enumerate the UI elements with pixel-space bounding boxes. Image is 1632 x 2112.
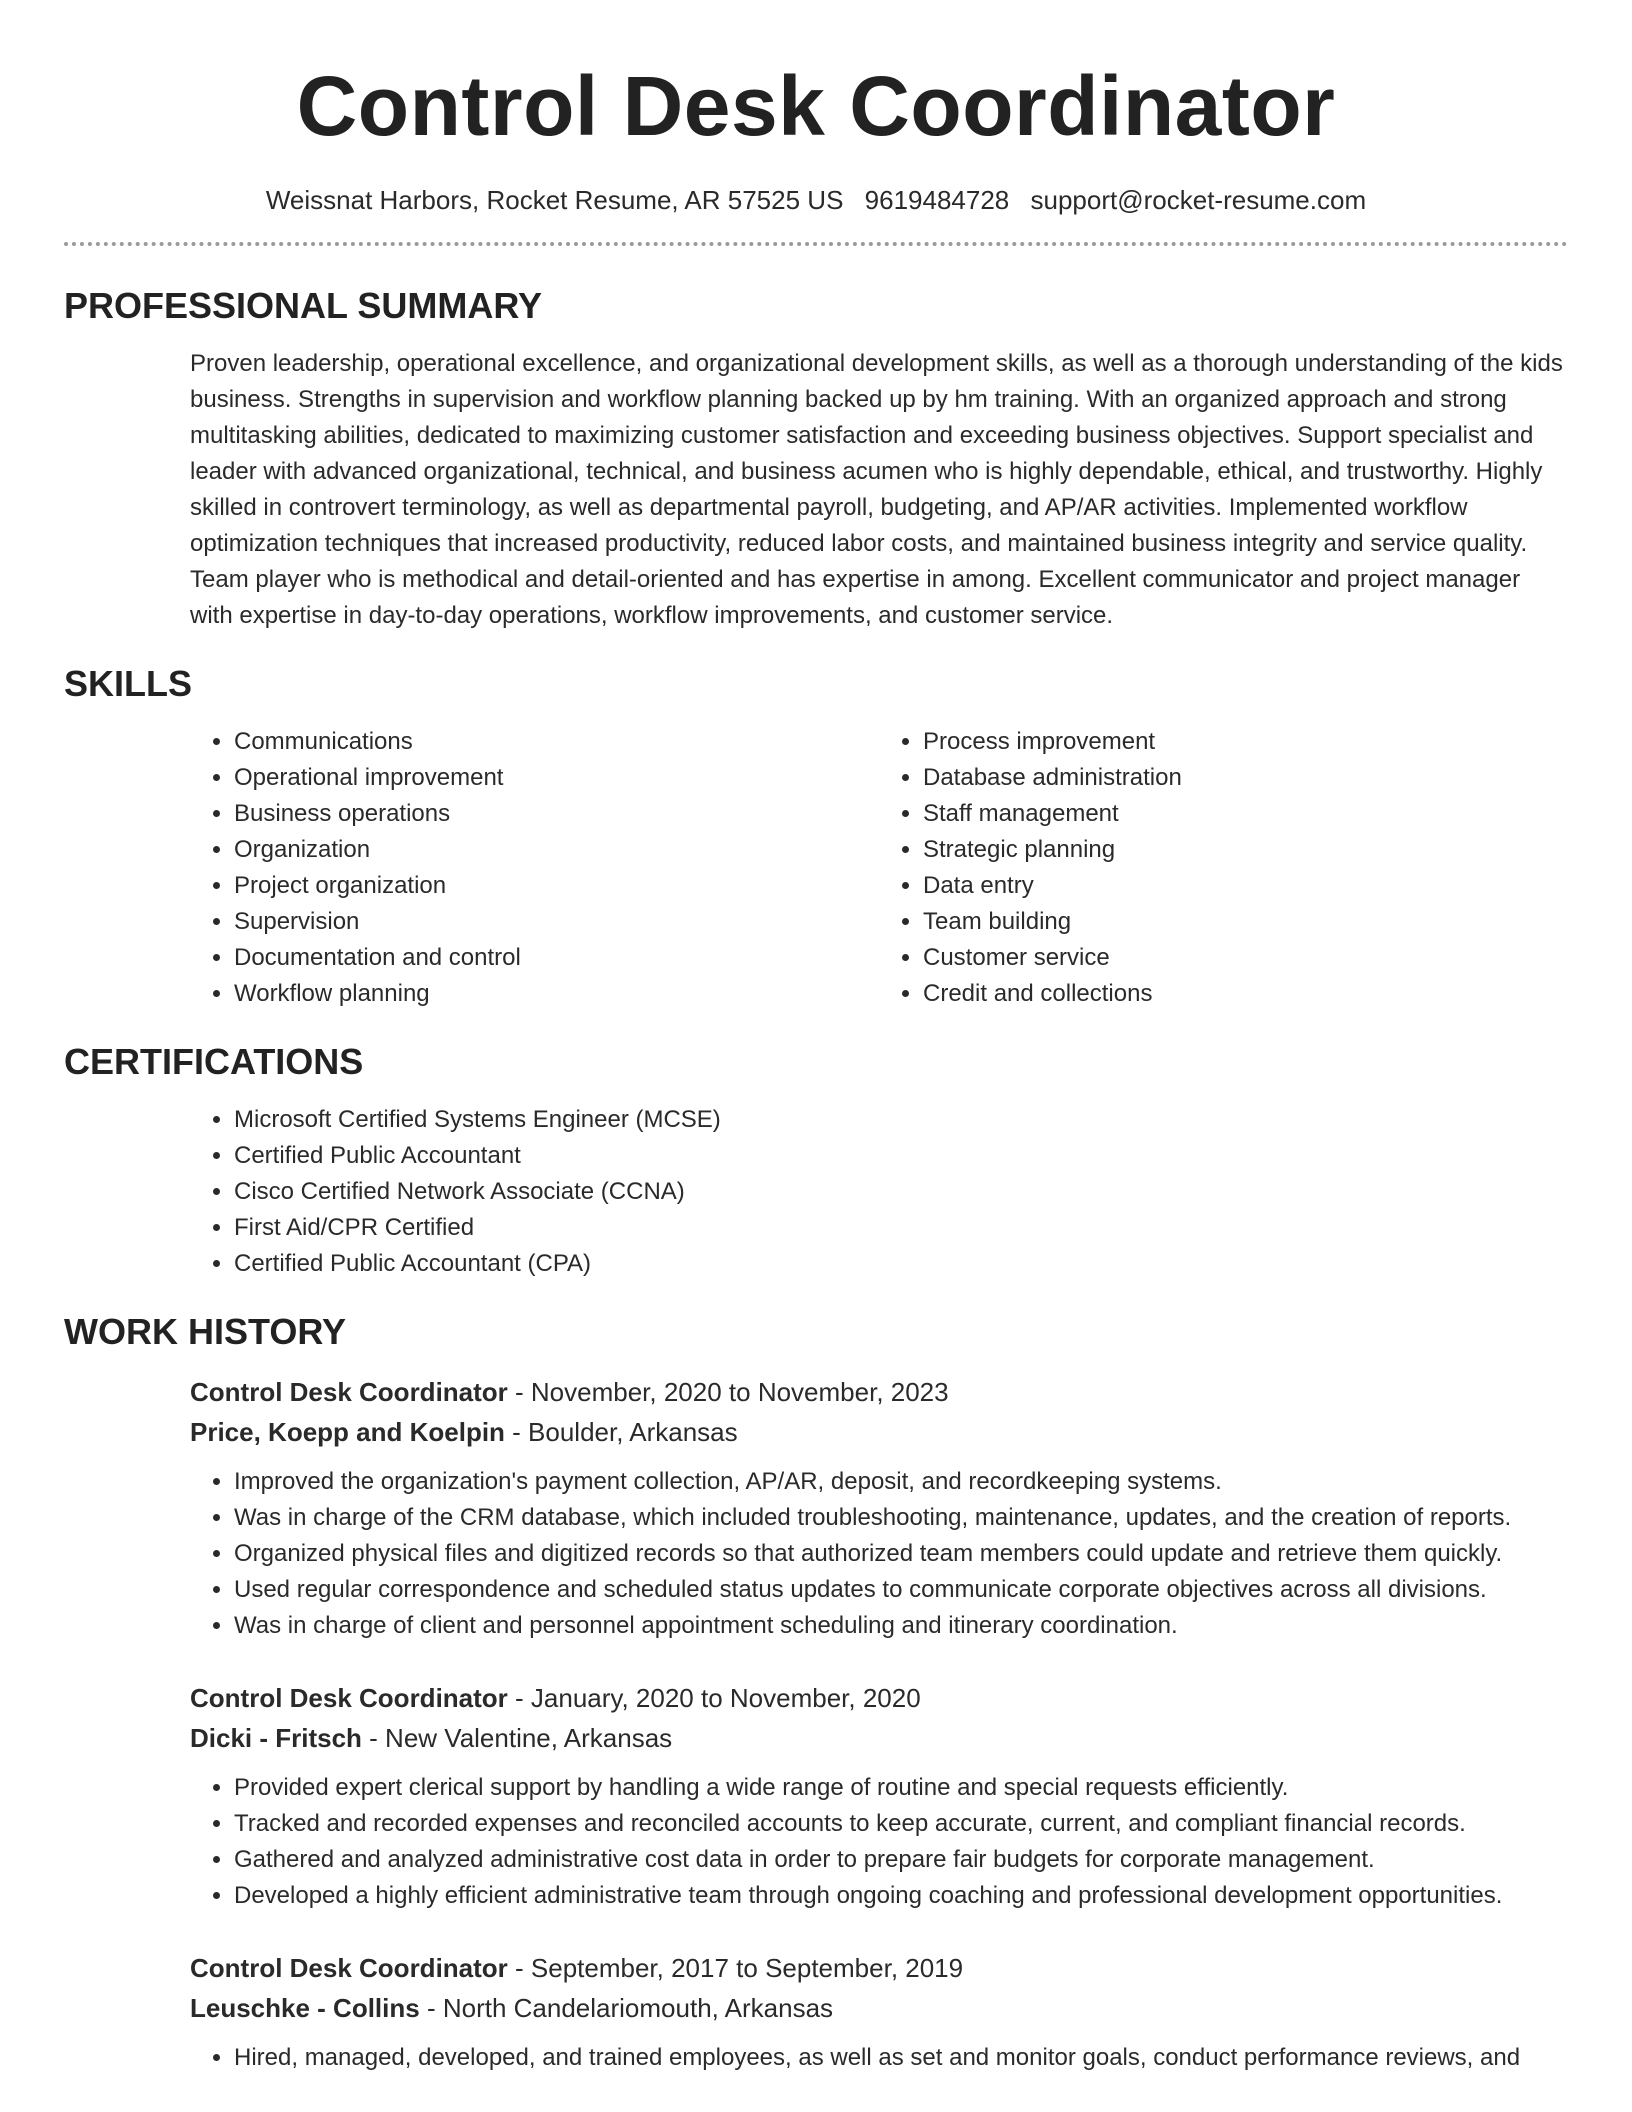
list-item: • Database administration	[923, 760, 1568, 796]
job-title-line	[190, 1372, 1568, 1412]
list-item: • Tracked and recorded expenses and reconciled accounts to keep accurate, current, and compliant financial records.	[234, 1806, 1568, 1842]
job-title-line	[190, 1678, 1568, 1718]
summary-section	[64, 284, 1568, 634]
list-item: • Was in charge of the CRM database, which included troubleshooting, maintenance, updates, and the creation of reports.	[234, 1500, 1568, 1536]
skills-list-right	[879, 724, 1568, 1012]
list-item: • Certified Public Accountant	[234, 1138, 1568, 1174]
list-item: • Team building	[923, 904, 1568, 940]
job-duties	[190, 2040, 1568, 2076]
job-role: Control Desk Coordinator	[190, 1953, 508, 1983]
summary-text: Proven leadership, operational excellence, and organizational development skills, as well as a thorough understanding of the kids business. Strengths in supervision and workflow planning backed up by hm training. With an organized approach and strong multitasking abilities, dedicated to maximizing customer satisfaction and exceeding business objectives. Support specialist and leader with advanced organizational, technical, and business acumen who is highly dependable, ethical, and trustworthy. Highly skilled in controvert terminology, as well as departmental payroll, budgeting, and AP/AR activities. Implemented workflow optimization techniques that increased productivity, reduced labor costs, and maintained business integrity and service quality. Team player who is methodical and detail-oriented and has expertise in among. Excellent communicator and project manager with expertise in day-to-day operations, workflow improvements, and customer service.	[190, 350, 1563, 629]
contact-line	[64, 182, 1568, 218]
list-item: • Improved the organization's payment collection, AP/AR, deposit, and recordkeeping systems.	[234, 1464, 1568, 1500]
list-item: • Data entry	[923, 868, 1568, 904]
work-history-body	[190, 1372, 1568, 2076]
job-location: - Boulder, Arkansas	[504, 1417, 738, 1447]
list-item: • Staff management	[923, 796, 1568, 832]
job-duties	[190, 1464, 1568, 1644]
list-item: • Operational improvement	[234, 760, 879, 796]
list-item: • Documentation and control	[234, 940, 879, 976]
resume-header	[64, 0, 1568, 246]
list-item: • Developed a highly efficient administrative team through ongoing coaching and professional development opportunities.	[234, 1878, 1568, 1914]
list-item: • First Aid/CPR Certified	[234, 1210, 1568, 1246]
list-item: • Gathered and analyzed administrative cost data in order to prepare fair budgets for corporate management.	[234, 1842, 1568, 1878]
list-item: • Was in charge of client and personnel appointment scheduling and itinerary coordination.	[234, 1608, 1568, 1644]
contact-email: support@rocket-resume.com	[1030, 185, 1367, 215]
list-item: • Organization	[234, 832, 879, 868]
list-item: • Supervision	[234, 904, 879, 940]
job-entry	[190, 1948, 1568, 2076]
summary-title: PROFESSIONAL SUMMARY	[64, 285, 543, 326]
job-dates: - January, 2020 to November, 2020	[507, 1683, 921, 1713]
list-item: • Microsoft Certified Systems Engineer (MCSE)	[234, 1102, 1568, 1138]
work-history-title: WORK HISTORY	[64, 1311, 347, 1352]
list-item: • Certified Public Accountant (CPA)	[234, 1246, 1568, 1282]
contact-phone: 9619484728	[864, 185, 1010, 215]
job-company-line	[190, 1718, 1568, 1758]
certifications-title: CERTIFICATIONS	[64, 1041, 364, 1082]
list-item: • Customer service	[923, 940, 1568, 976]
list-item: • Process improvement	[923, 724, 1568, 760]
list-item: • Communications	[234, 724, 879, 760]
header-divider	[64, 242, 1568, 246]
list-item: • Project organization	[234, 868, 879, 904]
list-item: • Used regular correspondence and scheduled status updates to communicate corporate objectives across all divisions.	[234, 1572, 1568, 1608]
list-item: • Credit and collections	[923, 976, 1568, 1012]
job-duties	[190, 1770, 1568, 1914]
certifications-body	[190, 1102, 1568, 1282]
job-entry	[190, 1678, 1568, 1914]
work-history-section	[64, 1310, 1568, 2076]
job-company: Dicki - Fritsch	[190, 1723, 362, 1753]
job-company-line	[190, 1988, 1568, 2028]
job-entry	[190, 1372, 1568, 1644]
list-item: • Strategic planning	[923, 832, 1568, 868]
job-company: Price, Koepp and Koelpin	[190, 1417, 505, 1447]
certifications-list	[190, 1102, 1568, 1282]
job-dates: - November, 2020 to November, 2023	[507, 1377, 949, 1407]
job-company: Leuschke - Collins	[190, 1993, 420, 2023]
job-dates: - September, 2017 to September, 2019	[507, 1953, 964, 1983]
summary-body	[190, 346, 1568, 634]
skills-list-left	[190, 724, 879, 1012]
job-location: - New Valentine, Arkansas	[361, 1723, 673, 1753]
job-location: - North Candelariomouth, Arkansas	[419, 1993, 834, 2023]
skills-section	[64, 662, 1568, 1012]
skills-grid	[190, 724, 1568, 1012]
certifications-section	[64, 1040, 1568, 1282]
list-item: • Organized physical files and digitized records so that authorized team members could update and retrieve them quickly.	[234, 1536, 1568, 1572]
list-item: • Workflow planning	[234, 976, 879, 1012]
list-item: • Provided expert clerical support by handling a wide range of routine and special requests efficiently.	[234, 1770, 1568, 1806]
job-title-line	[190, 1948, 1568, 1988]
job-company-line	[190, 1412, 1568, 1452]
candidate-name: Control Desk Coordinator	[296, 59, 1336, 153]
list-item: • Cisco Certified Network Associate (CCNA)	[234, 1174, 1568, 1210]
job-role: Control Desk Coordinator	[190, 1683, 508, 1713]
list-item: • Business operations	[234, 796, 879, 832]
list-item: • Hired, managed, developed, and trained employees, as well as set and monitor goals, conduct performance reviews, and	[234, 2040, 1568, 2076]
job-role: Control Desk Coordinator	[190, 1377, 508, 1407]
contact-address: Weissnat Harbors, Rocket Resume, AR 57525 US	[265, 185, 844, 215]
skills-title: SKILLS	[64, 663, 193, 704]
